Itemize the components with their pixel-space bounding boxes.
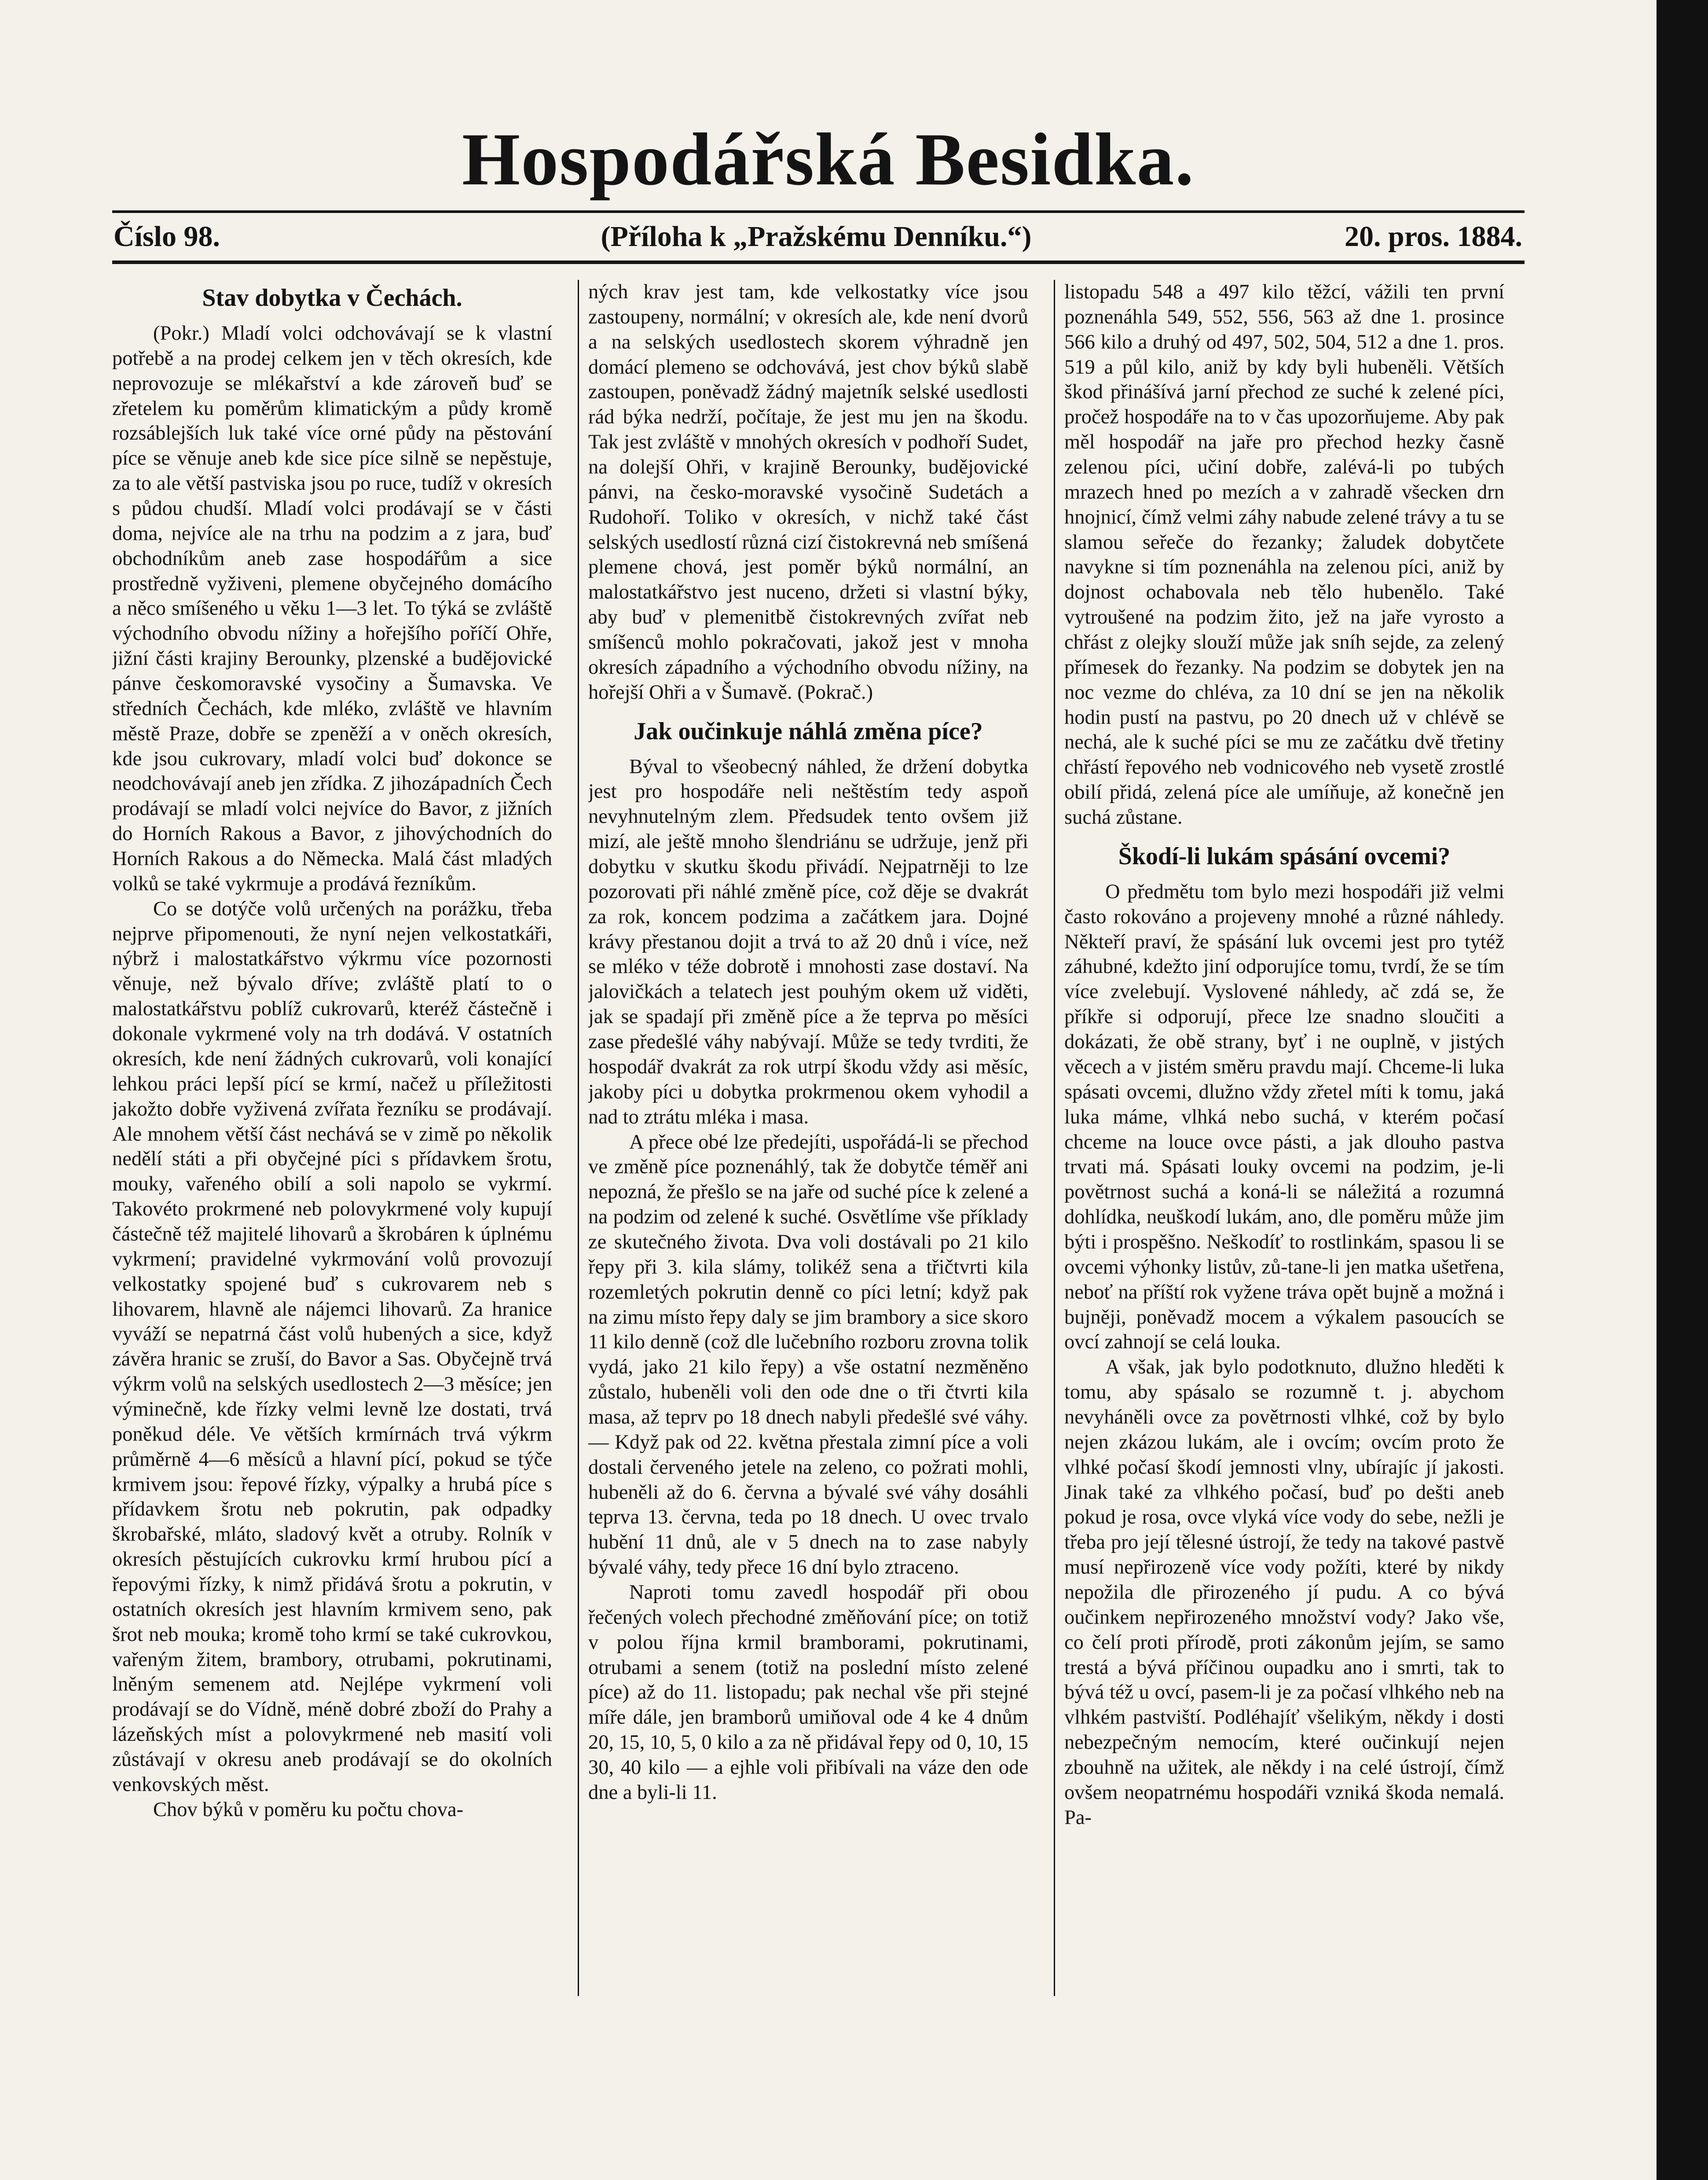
paragraph: O předmětu tom bylo mezi hospodáři již velmi často rokováno a projeveny mnohé a různé náhledy. Někteří praví, že spásání luk ovcemi jest pro tytéž záhubné, kdežto jiní odporujíce tomu, tvrdí, že se tím více zvelebují. Vyslovené náhledy, ač zdá se, že příkře si odporují, přece lze snadno sloučiti a dokázati, že obě strany, byť i ne ouplně, v jistých věcech a v jistém směru pravdu mají. Chceme-li luka spásati ovcemi, dlužno vždy zřetel míti k tomu, jaká luka máme, vlhká nebo suchá, v kterém počasí chceme na louce ovce pásti, a jak dlouho pastva trvati má. Spásati louky ovcemi na podzim, je-li povětrnost suchá a koná-li se náležitá a rozumná dohlídka, neuškodí lukám, ano, dle poměru může jim býti i prospěšno. Neškodíť to rostlinkám, spasou li se ovcemi výhonky listův, zů-tane-li jen matka ušetřena, neboť na příští rok vyžene tráva opět bujně a možná i bujněji, poněvadž mocem a výkalem pasoucích se ovcí zahnojí se celá louka.	[1064, 880, 1504, 1354]
paragraph: Naproti tomu zavedl hospodář při obou řečených volech přechodné změňování píce; on totiž v polou října krmil bramborami, pokrutinami, otrubami a senem (totiž na poslední místo zelené píce) až do 11. listopadu; pak nechal vše při stejné míře dále, jen bramborů umiňoval ode 4 ke 4 dnům 20, 15, 10, 5, 0 kilo a za ně přidával řepy od 0, 10, 15 30, 40 kilo — a ejhle voli přibívali na váze den ode dne a byli-li 11.	[588, 1581, 1028, 1804]
article-title-feed-change: Jak oučinkuje náhlá změna píce?	[634, 717, 983, 745]
scan-edge	[1657, 0, 1708, 2180]
issue-supplement: (Příloha k „Pražskému Denníku.“)	[601, 220, 1032, 253]
article-title-sheep-grazing: Škodí-li lukám spásání ovcemi?	[1118, 842, 1451, 870]
masthead-rule-bottom	[112, 261, 1525, 264]
column-2	[588, 280, 1028, 2176]
column-divider-2	[1054, 280, 1055, 1996]
column-1	[112, 280, 552, 2176]
paragraph: A však, jak bylo podotknuto, dlužno hleděti k tomu, aby spásalo se rozumně t. j. abychom nevyháněli ovce za povětrnosti vlhké, což by bylo nejen zkázou lukám, ale i ovcím; ovcím proto že vlhké počasí škodí jemnosti vlny, ubírajíc jí jakosti. Jinak také za vlhkého počasí, buď po dešti aneb pokud je rosa, ovce vlyká více vody do sebe, nežli je třeba pro její tělesné ústrojí, že tedy na takové pastvě musí nepřirozeně více vody požíti, které by nikdy nepožila dle přirozeného jí pudu. A co bývá oučinkem nepřirozeného množství vody? Jako vše, co čelí proti přírodě, proti zákonům jejím, se samo trestá a bývá příčinou oupadku ano i smrti, tak to bývá též u ovcí, pasem-li je za počasí vlhkého neb na vlhkém pastviští. Podléhajíť všelikým, někdy i dosti nebezpečným nemocím, které oučinkují nejen zbouhně na užitek, ale někdy i na celé ústrojí, čímž ovšem neopatrnému hospodáři vzniká škoda nemalá. Pa-	[1064, 1356, 1504, 1829]
column-3	[1064, 280, 1504, 2176]
paragraph: Býval to všeobecný náhled, že držení dobytka jest pro hospodáře neli neštěstím tedy aspoň nevyhnutelným zlem. Předsudek tento ovšem již mizí, ale ještě mnoho šlendriánu se udržuje, jenž při dobytku v skutku škodu přivádí. Nejpatrněji to lze pozorovati při náhlé změně píce, což děje se dvakrát za rok, koncem podzima a začátkem jara. Dojné krávy přestanou dojit a trvá to až 20 dnů i více, než se mléko v téže dobrotě i mnohosti zase dostaví. Na jalovičkách a telatech jest pouhým okem už viděti, jak se spadají při změně píce a že teprva po měsíci zase předešlé váhy nabývají. Může se tedy tvrditi, že hospodář dvakrát za rok utrpí škodu vždy asi měsíc, jakoby píci u dobytka prokrmenou okem vyhodil a nad to ztrátu mléka i masa.	[588, 755, 1028, 1128]
spacer	[588, 705, 1028, 713]
paragraph: listopadu 548 a 497 kilo těžcí, vážili ten první poznenáhla 549, 552, 556, 563 až dne 1. prosince 566 kilo a druhý od 497, 502, 504, 512 a dne 1. pros. 519 a půl kilo, aniž by kdy byli hubeněli. Větších škod přinášívá jarní přechod ze suché k zelené píci, pročež hospodáře na to v čas upozorňujeme. Aby pak měl hospodář na jaře pro přechod hezky časně zelenou píci, učiní dobře, zalévá-li po tubých mrazech hned po mezích a v zahradě všecken drn hnojnicí, čímž velmi záhy nabude zelené trávy a tu se slamou seřeče do řezanky; žaludek dobytčete navykne si tím poznenáhla na zelenou píci, aniž by dojnost ochabovala neb tělo hubenělo. Také vytroušené na podzim žito, jež na jaře vyrosto a chřást z olejky slouží může jak sníh sejde, za zelený přímesek do řezanky. Na podzim se dobytek jen na noc vezme do chléva, za 10 dní se jen na několik hodin pustí na pastvu, po 20 dnech už v chlévě se nechá, ale k suché píci se mu ze začátku dvě třetiny chřástí řepového neb vodnicového neb vysetě zrostlé obilí přidá, zelená píce ale umíňuje, až konečně jen suchá zůstane.	[1064, 281, 1504, 829]
paragraph: Chov býků v poměru ku počtu chova-	[153, 1798, 464, 1821]
paragraph: (Pokr.) Mladí volci odchovávají se k vlastní potřebě a na prodej celkem jen v těch okresích, kde neprovozuje se mlékařství a kde zároveň buď se zřetelem ku poměrům klimatickým a půdy kromě rozsáblejších luk také více orné půdy na pěstování píce se věnuje aneb kde sice píce silně se nepěstuje, za to ale větší pastviska jsou po ruce, tudíž v okresích s půdou chudší. Mladí volci prodávají se v části doma, nejvíce ale na trhu na podzim a z jara, buď obchodníkům aneb zase hospodářům a sice prostředně vyživeni, plemene obyčejného domácího a něco smíšeného u věku 1—3 let. To týká se zvláště východního obvodu nížiny a hořejšího poříčí Ohře, jižní části krajiny Berounky, plzenské a budějovické pánve českomoravské vysočiny a Šumavska. Ve středních Čechách, kde mléko, zvláště ve hlavním městě Praze, dobře se zpeněží a v oněch okresích, kde jsou cukrovary, mladí volci buď dokonce se neodchovávají aneb jen zřídka. Z jihozápadních Čech prodávají se mladí volci nejvíce do Bavor, z jižních do Horních Rakous a Bavor, z jihovýchodních do Horních Rakous a do Německa. Malá část mladých volků se také vykrmuje a prodává řezníkům.	[112, 322, 552, 895]
column-divider-1	[578, 280, 579, 1996]
issue-date: 20. pros. 1884.	[1345, 220, 1522, 253]
paragraph: ných krav jest tam, kde velkostatky více jsou zastoupeny, normální; v okresích ale, kde není dvorů a na selských usedlostech skorem výhradně jen domácí plemeno se odchovává, jest chov býků slabě zastoupen, poněvadž žádný majetník selské usedlosti rád býka nedrží, počítaje, že jest mu jen na škodu. Tak jest zvláště v mnohých okresích v podhoří Sudet, na dolejší Ohři, v krajině Berounky, budějovické pánvi, na česko-moravské vysočině Sudetách a Rudohoří. Toliko v okresích, v nichž také část selských usedlostí různá cizí čistokrevná neb smíšená plemene chová, jest poměr býků normální, an malostatkářstvo jest nuceno, držeti si vlastní býky, aby buď v plemenitbě čistokrevných zvířat neb smíšenců mohlo pokračovati, jakož jest v mnoha okresích západního a východního obvodu nížiny, na hořejší Ohři a v Šumavě. (Pokrač.)	[588, 281, 1028, 704]
masthead-title: Hospodářská Besidka.	[462, 118, 1195, 201]
masthead-rule-top	[112, 210, 1525, 213]
paragraph: A přece obé lze předejíti, uspořádá-li se přechod ve změně píce poznenáhlý, tak že dobytče téměř ani nepozná, že přešlo se na jaře od suché píce k zelené a na podzim od zelené k suché. Osvětlíme vše příklady ze skutečného života. Dva voli dostávali po 21 kilo řepy při 3. kila slámy, tolikéž sena a třičtvrti kila rozemletých pokrutin denně co píci letní; když pak na zimu místo řepy daly se jim brambory a sice skoro 11 kilo denně (což dle lučebního rozboru zrovna tolik vydá, jako 21 kilo řepy) a vše ostatní nezměněno zůstalo, hubeněli voli den ode dne o tři čtvrti kila masa, až teprv po 18 dnech nabyli předešlé své váhy. — Když pak od 22. května přestala zimní píce a voli dostali červeného jetele na zeleno, co požrati mohli, hubeněli až do 6. června a bývalé své váhy dosáhli teprva 13. června, teda po 18 dnech. U ovec trvalo hubění 11 dnů, ale v 5 dnech na to zase nabyly bývalé váhy, tedy přece 16 dní bylo ztraceno.	[588, 1130, 1028, 1579]
issue-number: Číslo 98.	[114, 220, 220, 253]
paragraph: Co se dotýče volů určených na porážku, třeba nejprve připomenouti, že nyní nejen velkostatkáři, nýbrž i malostatkářstvo výkrmu více pozornosti věnuje, než bývalo dříve; zvláště platí to o malostatkářstvu poblíž cukrovarů, kteréž částečně i dokonale vykrmené voly na trh dodává. V ostatních okresích, kde není žádných cukrovarů, voli konající lehkou práci lepší pící se krmí, načež u příležitosti jakožto dobře vyživená zvířata řezníku se prodávají. Ale mnohem větší část nechává se v zimě po několik nedělí státi a při obyčejné píci s přídavkem šrotu, mouky, vařeného obilí a soli napolo se vykrmí. Takovéto prokrmené neb polovykrmené voly kupují částečně též majitelé lihovarů a škrobáren k úplnému vykrmení; pravidelné vykrmování volů provozují velkostatky spojené buď s cukrovarem neb s lihovarem, hlavně ale nájemci lihovarů. Za hranice vyváží se nepatrná část volů hubených a sice, když závěra hranic se zruší, do Bavor a Sas. Obyčejně trvá výkrm volů na selských usedlostech 2—3 měsíce; jen výminečně, kde řízky velmi levně lze dostati, trvá poněkud déle. Ve větších krmírnách trvá výkrm průměrně 4—6 měsíců a hlavní pící, pokud se týče krmivem jsou: řepové řízky, výpalky a hrubá píce s přídavkem šrotu neb pokrutin, pak odpadky škrobařské, mláto, sladový květ a otruby. Rolník v okresích pěstujících cukrovku krmí hrubou pící a řepovými řízky, k nimž přidává šrotu a pokrutin, v ostatních okresích jest hlavním krmivem seno, pak šrot neb mouka; kromě toho krmí se také cukrovkou, vařeným žitem, brambory, otrubami, pokrutinami, lněným semenem atd. Nejlépe vykrmení voli prodávají se do Vídně, méně dobré zboží do Prahy a lázeňských míst a polovykrmené neb masití voli zůstávají v okresu aneb prodávají se do okolních venkovských měst.	[112, 897, 552, 1796]
spacer	[1064, 830, 1504, 838]
article-title-livestock: Stav dobytka v Čechách.	[202, 284, 462, 312]
